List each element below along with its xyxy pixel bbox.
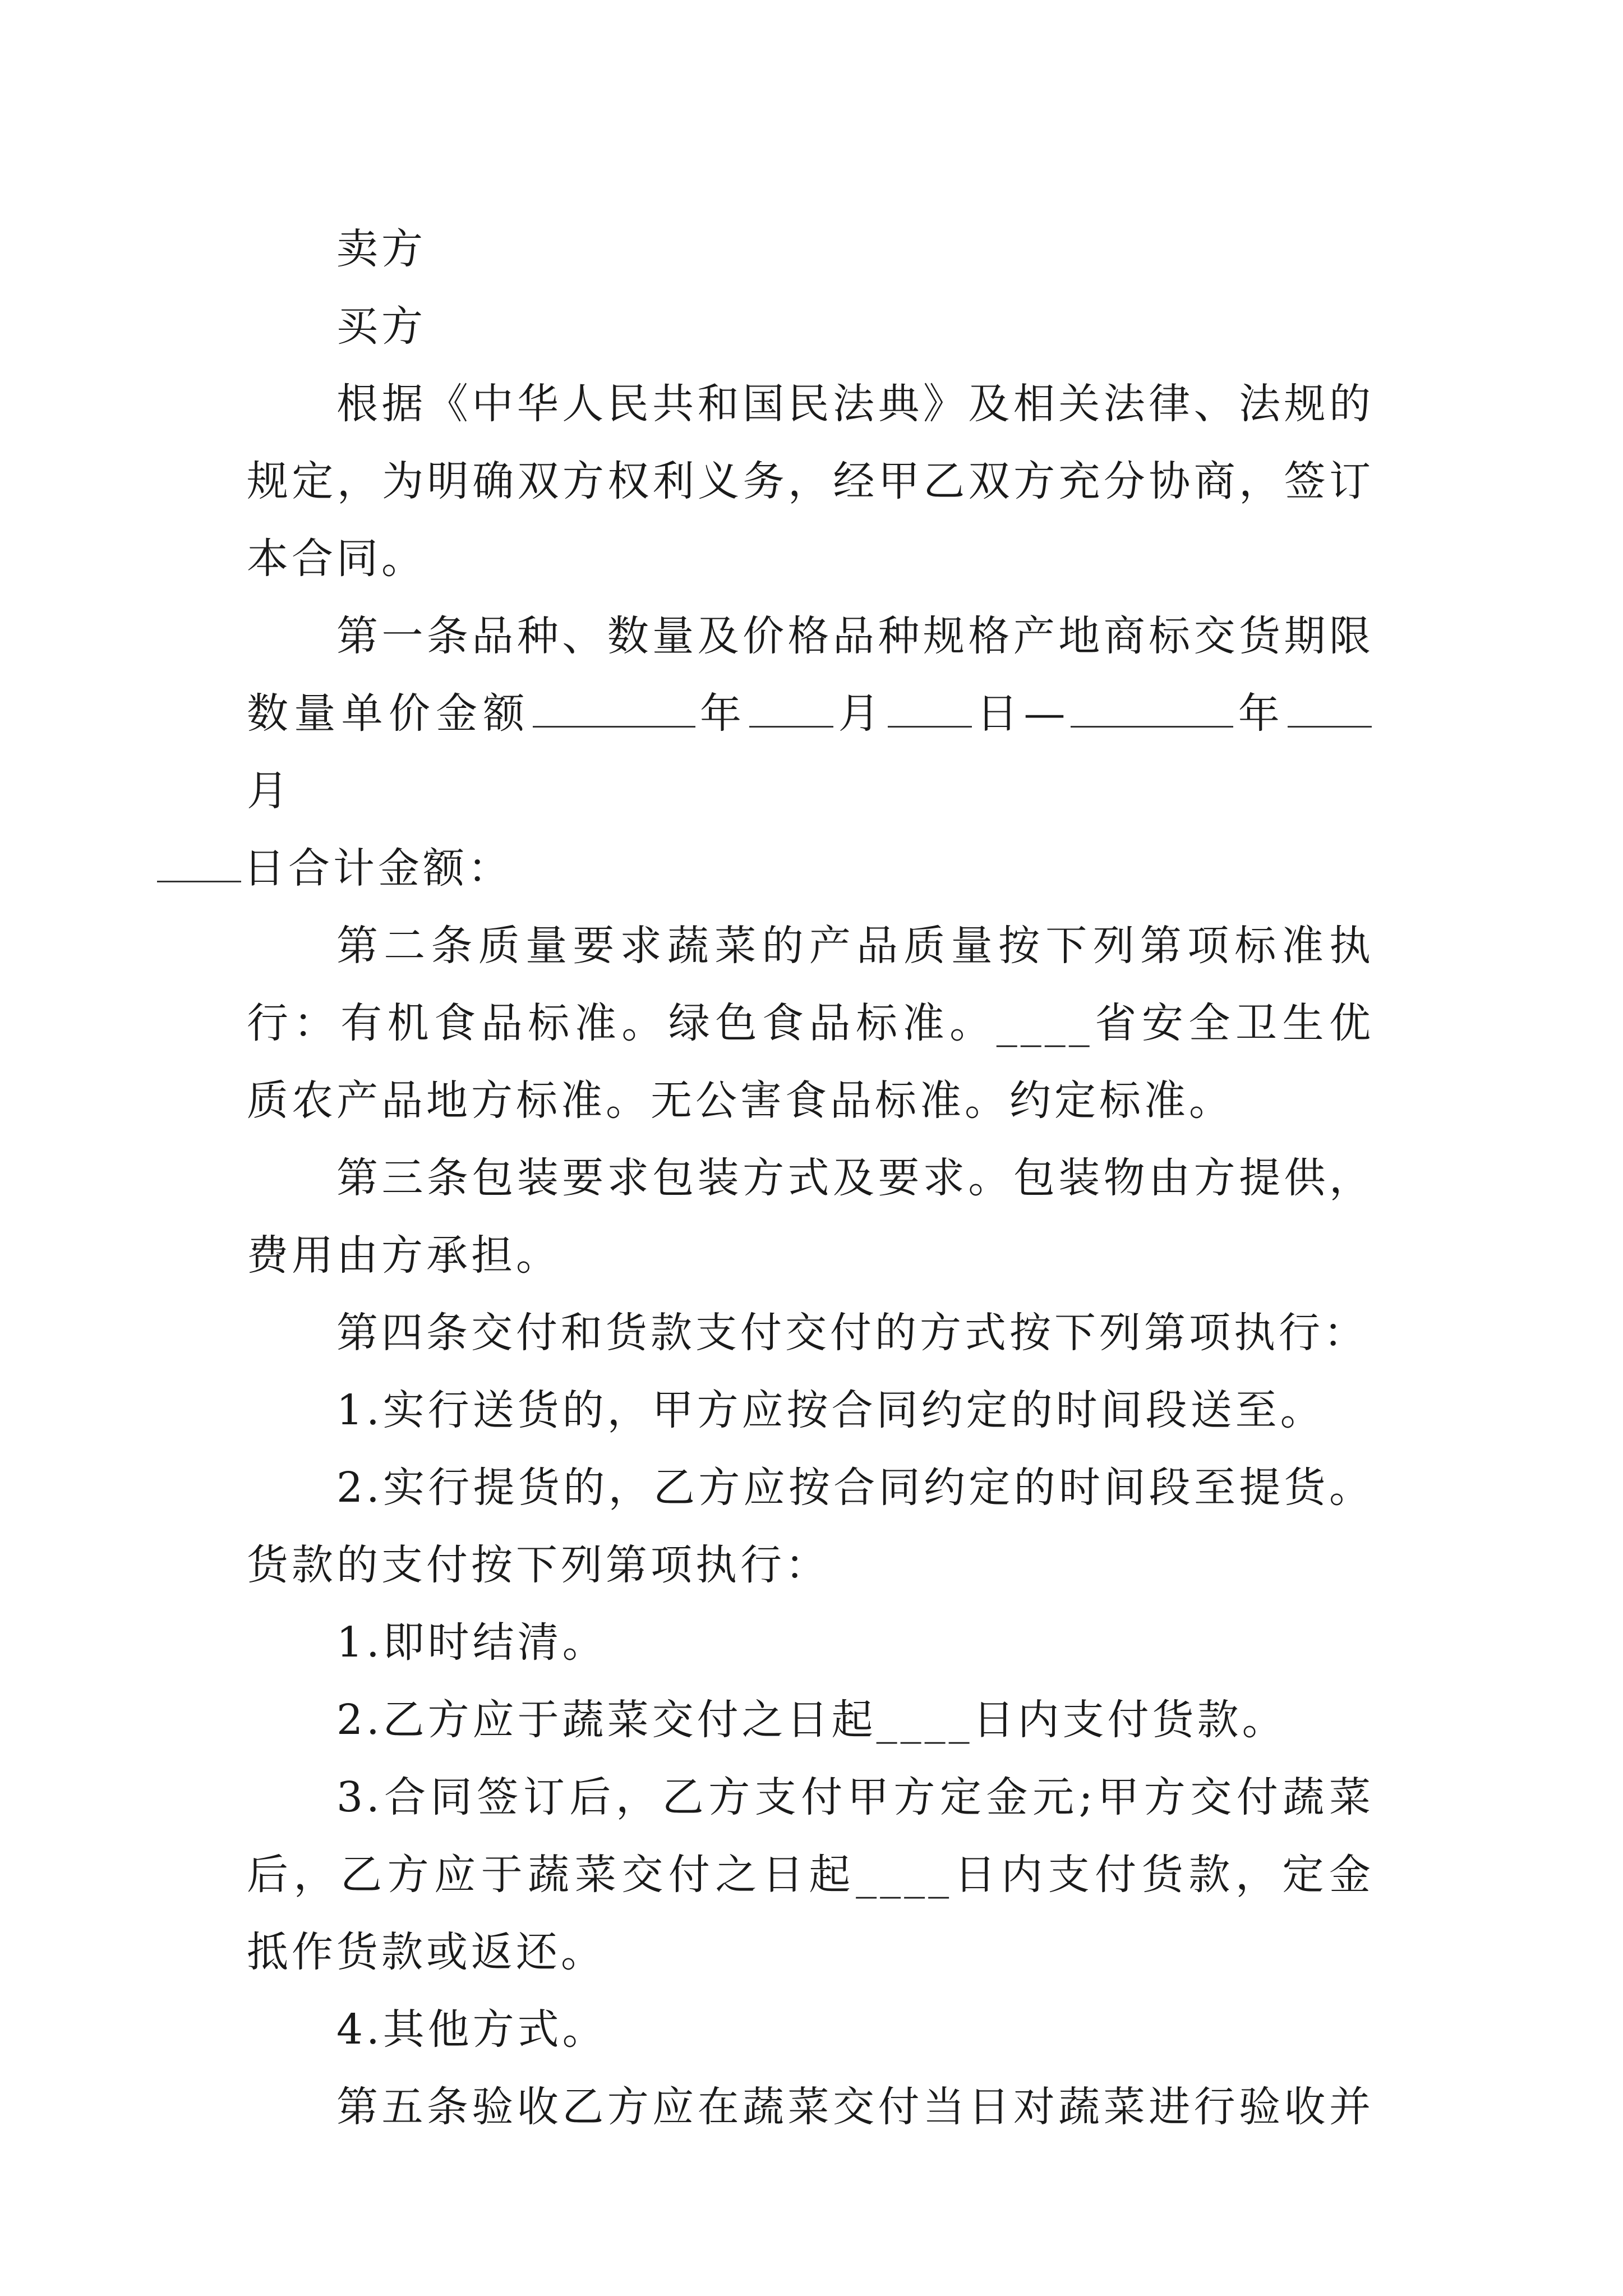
seller-line: 卖方 <box>336 225 426 273</box>
article-1-month-label: 月 <box>836 689 886 738</box>
blank-field <box>1288 692 1372 728</box>
contract-document <box>243 210 1374 2146</box>
article-1-month-label: 月 <box>247 767 292 815</box>
payment-item-1: 1.即时结清。 <box>336 1618 607 1667</box>
payment-item-2: 2.乙方应于蔬菜交付之日起____日内支付货款。 <box>336 1696 1287 1744</box>
delivery-item-1: 1.实行送货的，甲方应按合同约定的时间段送至。 <box>336 1386 1325 1434</box>
payment-item-4: 4.其他方式。 <box>336 2005 607 2054</box>
blank-field <box>157 847 241 882</box>
article-1-paragraph <box>243 597 1374 907</box>
blank-field <box>533 692 695 728</box>
article-5-paragraph: 第五条验收乙方应在蔬菜交付当日对蔬菜进行验收并 <box>336 2083 1374 2131</box>
article-3-paragraph: 第三条包装要求包装方式及要求。包装物由方提供，费用由方承担。 <box>247 1154 1374 1280</box>
preamble-paragraph: 根据《中华人民共和国民法典》及相关法律、法规的规定，为明确双方权利义务，经甲乙双方充分协商，签订本合同。 <box>247 380 1374 583</box>
article-4-paragraph: 第四条交付和货款支付交付的方式按下列第项执行： <box>336 1309 1368 1357</box>
article-1-year-label: 年 <box>697 689 748 738</box>
buyer-line: 买方 <box>336 302 426 351</box>
article-1-tail: 日合计金额： <box>243 844 513 892</box>
payment-item-3: 3.合同签订后，乙方支付甲方定金元;甲方交付蔬菜后，乙方应于蔬菜交付之日起____日内支付货款，定金抵作货款或返还。 <box>247 1773 1374 1976</box>
delivery-item-2: 2.实行提货的，乙方应按合同约定的时间段至提货。货款的支付按下列第项执行： <box>247 1464 1374 1589</box>
blank-field <box>1071 692 1233 728</box>
article-1-day-label: 日— <box>974 689 1069 738</box>
article-1-lead: 第一条品种、数量及价格品种规格产地商标交货期限数量单价金额 <box>247 612 1374 738</box>
article-1-year-label: 年 <box>1235 689 1286 738</box>
article-2-paragraph: 第二条质量要求蔬菜的产品质量按下列第项标准执行：有机食品标准。绿色食品标准。____省安全卫生优质农产品地方标准。无公害食品标准。约定标准。 <box>247 922 1374 1125</box>
blank-field <box>888 692 972 728</box>
blank-field <box>749 692 833 728</box>
